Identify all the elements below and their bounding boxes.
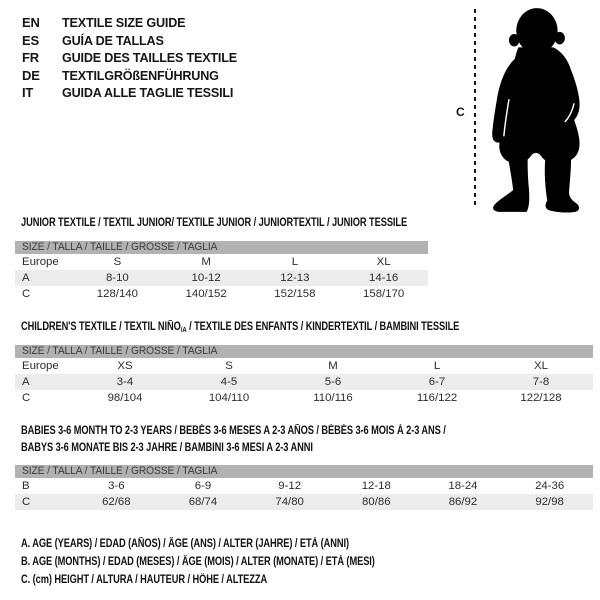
size-value: 5-6 [281,374,385,390]
note-b-text: B. AGE (MONTHS) / EDAD (MESES) / ÂGE (MOIS) / ALTER (MONATE) / ETÀ (MESI) [21,555,375,568]
language-row [22,49,242,67]
size-header-cell [15,345,593,358]
size-row-a [15,270,428,286]
size-value: 68/74 [160,494,247,510]
size-header-row [15,465,593,478]
height-label-c: C [456,105,465,119]
size-row-b [15,478,593,494]
row-label: C [22,288,31,300]
language-code: FR [22,50,39,65]
babies-title-line1-text: BABIES 3-6 MONTH TO 2-3 YEARS / BEBÉS 3-6 MESES A 2-3 AÑOS / BÉBÉS 3-6 MOIS À 2-3 ANS / [21,424,446,437]
size-value: 4-5 [177,374,281,390]
size-value: 3-6 [108,480,125,492]
row-label: C [22,392,31,404]
children-title-suffix: / TEXTILE DES ENFANTS / KINDERTEXTIL / BAMBINI TESSILE [186,320,460,333]
size-value: 104/110 [208,392,250,404]
size-header-cell [15,465,593,478]
size-value: 98/104 [107,392,143,404]
size-value: 8-10 [73,270,162,286]
size-row-c [15,390,593,406]
size-value: 18-24 [448,480,478,492]
size-value: L [291,256,299,268]
size-header-label: SIZE / TALLA / TAILLE / GRÖSSE / TAGLIA [22,345,218,357]
size-value: 122/128 [520,392,562,404]
language-code: IT [22,85,34,100]
junior-section-title-text: JUNIOR TEXTILE / TEXTIL JUNIOR/ TEXTILE JUNIOR / JUNIORTEXTIL / JUNIOR TESSILE [21,216,408,229]
babies-section-title-line2 [21,441,386,454]
language-title: TEXTILGRÖßENFÜHRUNG [62,67,219,83]
size-header-cell [15,241,428,254]
row-label: Europe [22,360,59,372]
size-value: 62/68 [73,494,160,510]
size-value: 140/152 [185,288,227,300]
size-value: 6-7 [385,374,489,390]
language-header [22,14,242,102]
size-header-label: SIZE / TALLA / TAILLE / GRÖSSE / TAGLIA [22,241,218,253]
size-value: L [433,360,441,372]
size-value: M [201,256,211,268]
size-value: 14-16 [339,270,428,286]
size-header-label: SIZE / TALLA / TAILLE / GRÖSSE / TAGLIA [22,465,218,477]
size-value: S [225,360,233,372]
size-value: 158/170 [363,288,405,300]
language-title: TEXTILE SIZE GUIDE [62,15,186,30]
language-title: GUÍA DE TALLAS [62,32,164,48]
children-section-title-text [21,320,459,334]
size-row-c [15,286,428,302]
height-figure [450,4,600,216]
size-value: 12-18 [361,480,391,492]
size-value: 7-8 [489,374,593,390]
size-header-row [15,345,593,358]
size-value: XL [376,256,391,268]
size-value: 12-13 [251,270,340,286]
size-value: 10-12 [162,270,251,286]
baby-silhouette-image [480,4,598,216]
size-value: 24-36 [535,480,565,492]
size-header-row [15,241,428,254]
language-title: GUIDA ALLE TAGLIE TESSILI [62,85,234,100]
row-label: C [15,494,73,510]
size-value: 152/158 [274,288,316,300]
language-code: EN [22,15,40,30]
language-title: GUIDE DES TAILLES TEXTILE [62,50,237,65]
size-value: 92/98 [506,494,593,510]
legend-notes [21,537,463,591]
children-section-title [21,320,569,334]
row-label: A [15,374,73,390]
note-c-text: C. (cm) HEIGHT / ALTURA / HAUTEUR / HÖHE / ALTEZZA [21,573,268,586]
size-row-a [15,374,593,390]
children-size-table [15,345,593,406]
row-label: B [22,480,30,492]
size-value: M [328,360,338,372]
size-value: 9-12 [278,480,302,492]
size-value: 116/122 [416,392,458,404]
language-row [22,14,242,32]
note-a-text: A. AGE (YEARS) / EDAD (AÑOS) / ÂGE (ANS) / ALTER (JAHRE) / ETÀ (ANNI) [21,537,350,550]
size-value: 80/86 [333,494,420,510]
size-value: 86/92 [420,494,507,510]
babies-size-table [15,465,593,510]
size-value: 128/140 [96,288,138,300]
junior-size-table [15,241,428,302]
row-label: A [15,270,73,286]
language-code: ES [22,32,39,48]
size-value: 74/80 [246,494,333,510]
size-value: XS [117,360,133,372]
babies-title-line2-text: BABYS 3-6 MONATE BIS 2-3 JAHRE / BAMBINI 3-6 MESI A 2-3 ANNI [21,441,313,454]
language-row [22,67,242,85]
note-b [21,555,463,573]
note-a [21,537,463,555]
language-code: DE [22,67,40,83]
size-value: 110/116 [313,392,353,404]
size-row-europe [15,254,428,270]
babies-section-title-line1 [21,424,552,437]
size-value: 6-9 [194,480,212,492]
children-title-subscript: /A [180,325,187,334]
size-value: S [113,256,122,268]
size-value: 3-4 [73,374,177,390]
children-title-prefix: CHILDREN'S TEXTILE / TEXTIL NIÑO [21,320,181,333]
size-row-c [15,494,593,510]
note-c [21,573,463,591]
junior-section-title [21,216,504,229]
size-value: XL [534,360,548,372]
height-dashed-line [474,9,476,208]
language-row [22,32,242,50]
row-label: Europe [22,256,59,268]
language-row [22,84,242,102]
size-row-europe [15,358,593,374]
